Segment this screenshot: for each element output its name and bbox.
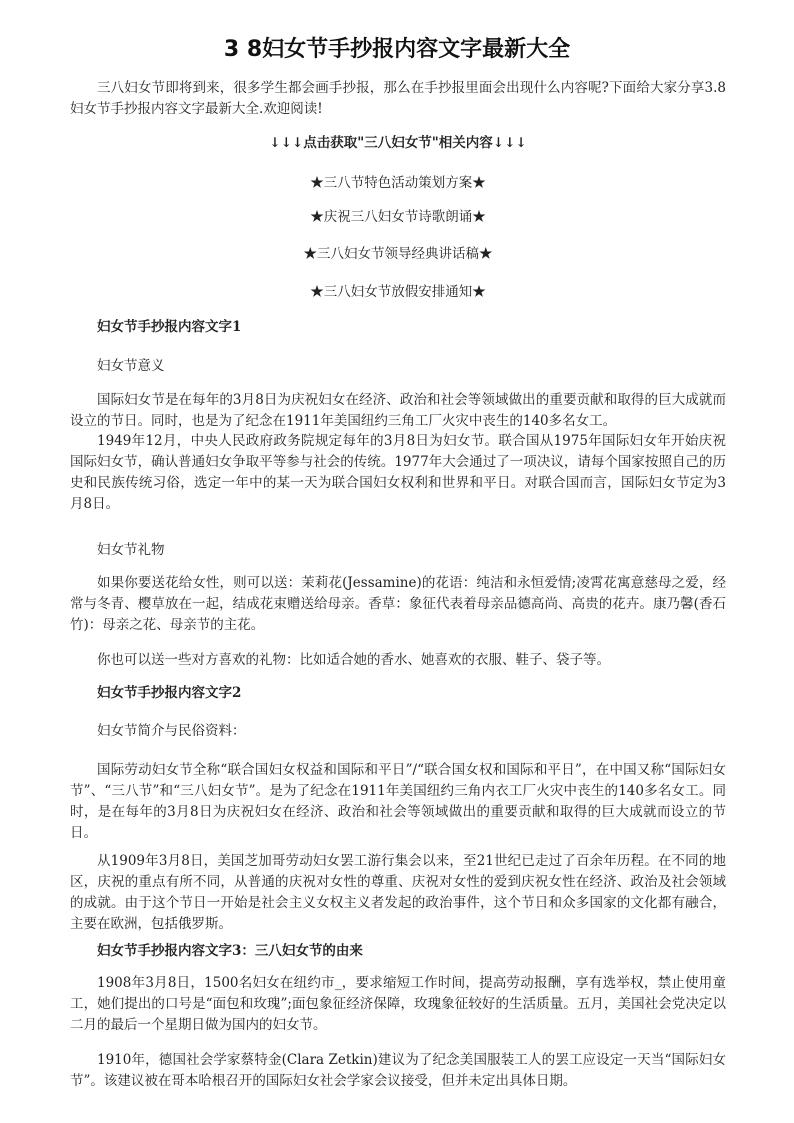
subheading: 妇女节礼物 bbox=[97, 542, 165, 558]
section-heading: 妇女节手抄报内容文字3：三八妇女节的由来 bbox=[97, 943, 363, 959]
paragraph: 国际劳动妇女节全称“联合国妇女权益和国际和平日”/“联合国女权和国际和平日”，在中国又称“国际妇女节”、“三八节”和“三八妇女节”。是为了纪念在1911年美国纽约三角内衣工厂火灾中丧生的140多名女工。同时，是在每年的3月8日为庆祝妇女在经济、政治和社会等领域做出的重要贡献和取得的巨大成就而设立的节日。 bbox=[70, 762, 726, 841]
paragraph: 1908年3月8日，1500名妇女在纽约市_，要求缩短工作时间，提高劳动报酬，享有选举权，禁止使用童工，她们提出的口号是“面包和玫瑰”;面包象征经济保障，玫瑰象征较好的生活质量。五月，美国社会党决定以二月的最后一个星期日做为国内的妇女节。 bbox=[70, 975, 726, 1033]
paragraph: 如果你要送花给女性，则可以送：茉莉花(Jessamine)的花语：纯洁和永恒爱情;凌霄花寓意慈母之爱，经常与冬青、樱草放在一起，结成花束赠送给母亲。香草：象征代表着母亲品德高尚、高贵的花卉。康乃馨(香石竹)：母亲之花、母亲节的主花。 bbox=[70, 575, 726, 633]
paragraph: 1910年，德国社会学家蔡特金(Clara Zetkin)建议为了纪念美国服装工人的罢工应设定一天当“国际妇女节”。该建议被在哥本哈根召开的国际妇女社会学家会议接受，但并未定出具体日期。 bbox=[70, 1052, 726, 1089]
section-heading: 妇女节手抄报内容文字1 bbox=[97, 319, 242, 335]
page-title: 3 8妇女节手抄报内容文字最新大全 bbox=[223, 37, 571, 62]
subheading: 妇女节意义 bbox=[97, 358, 165, 374]
paragraph: 你也可以送一些对方喜欢的礼物：比如适合她的香水、她喜欢的衣服、鞋子、袋子等。 bbox=[97, 652, 610, 668]
paragraph: 从1909年3月8日，美国芝加哥劳动妇女罢工游行集会以来，至21世纪已走过了百余年历程。在不同的地区，庆祝的重点有所不同，从普通的庆祝对女性的尊重、庆祝对女性的爱到庆祝女性在经济、政治及社会领域的成就。由于这个节日一开始是社会主义女权主义者发起的政治事件，这个节日和众多国家的文化都有融合，主要在欧洲，包括俄罗斯。 bbox=[70, 853, 726, 932]
subheading: 妇女节简介与民俗资料： bbox=[97, 723, 246, 739]
related-link[interactable]: ★三八妇女节领导经典讲话稿★ bbox=[303, 246, 493, 262]
section-heading: 妇女节手抄报内容文字2 bbox=[97, 685, 242, 701]
intro-paragraph: 三八妇女节即将到来，很多学生都会画手抄报，那么在手抄报里面会出现什么内容呢?下面给大家分享3.8妇女节手抄报内容文字最新大全.欢迎阅读! bbox=[70, 80, 726, 117]
related-header: ↓↓↓点击获取"三八妇女节"相关内容↓↓↓ bbox=[269, 135, 527, 151]
related-link[interactable]: ★庆祝三八妇女节诗歌朗诵★ bbox=[310, 209, 486, 225]
paragraph: 国际妇女节是在每年的3月8日为庆祝妇女在经济、政治和社会等领域做出的重要贡献和取得的巨大成就而设立的节日。同时，也是为了纪念在1911年美国纽约三角工厂火灾中丧生的140多名女工。 bbox=[70, 392, 726, 429]
related-link[interactable]: ★三八妇女节放假安排通知★ bbox=[310, 284, 486, 300]
related-link[interactable]: ★三八节特色活动策划方案★ bbox=[310, 175, 486, 191]
paragraph: 1949年12月，中央人民政府政务院规定每年的3月8日为妇女节。联合国从1975年国际妇女年开始庆祝国际妇女节，确认普通妇女争取平等参与社会的传统。1977年大会通过了一项决议，请每个国家按照自己的历史和民族传统习俗，选定一年中的某一天为联合国妇女权利和世界和平日。对联合国而言，国际妇女节定为3月8日。 bbox=[70, 433, 726, 512]
